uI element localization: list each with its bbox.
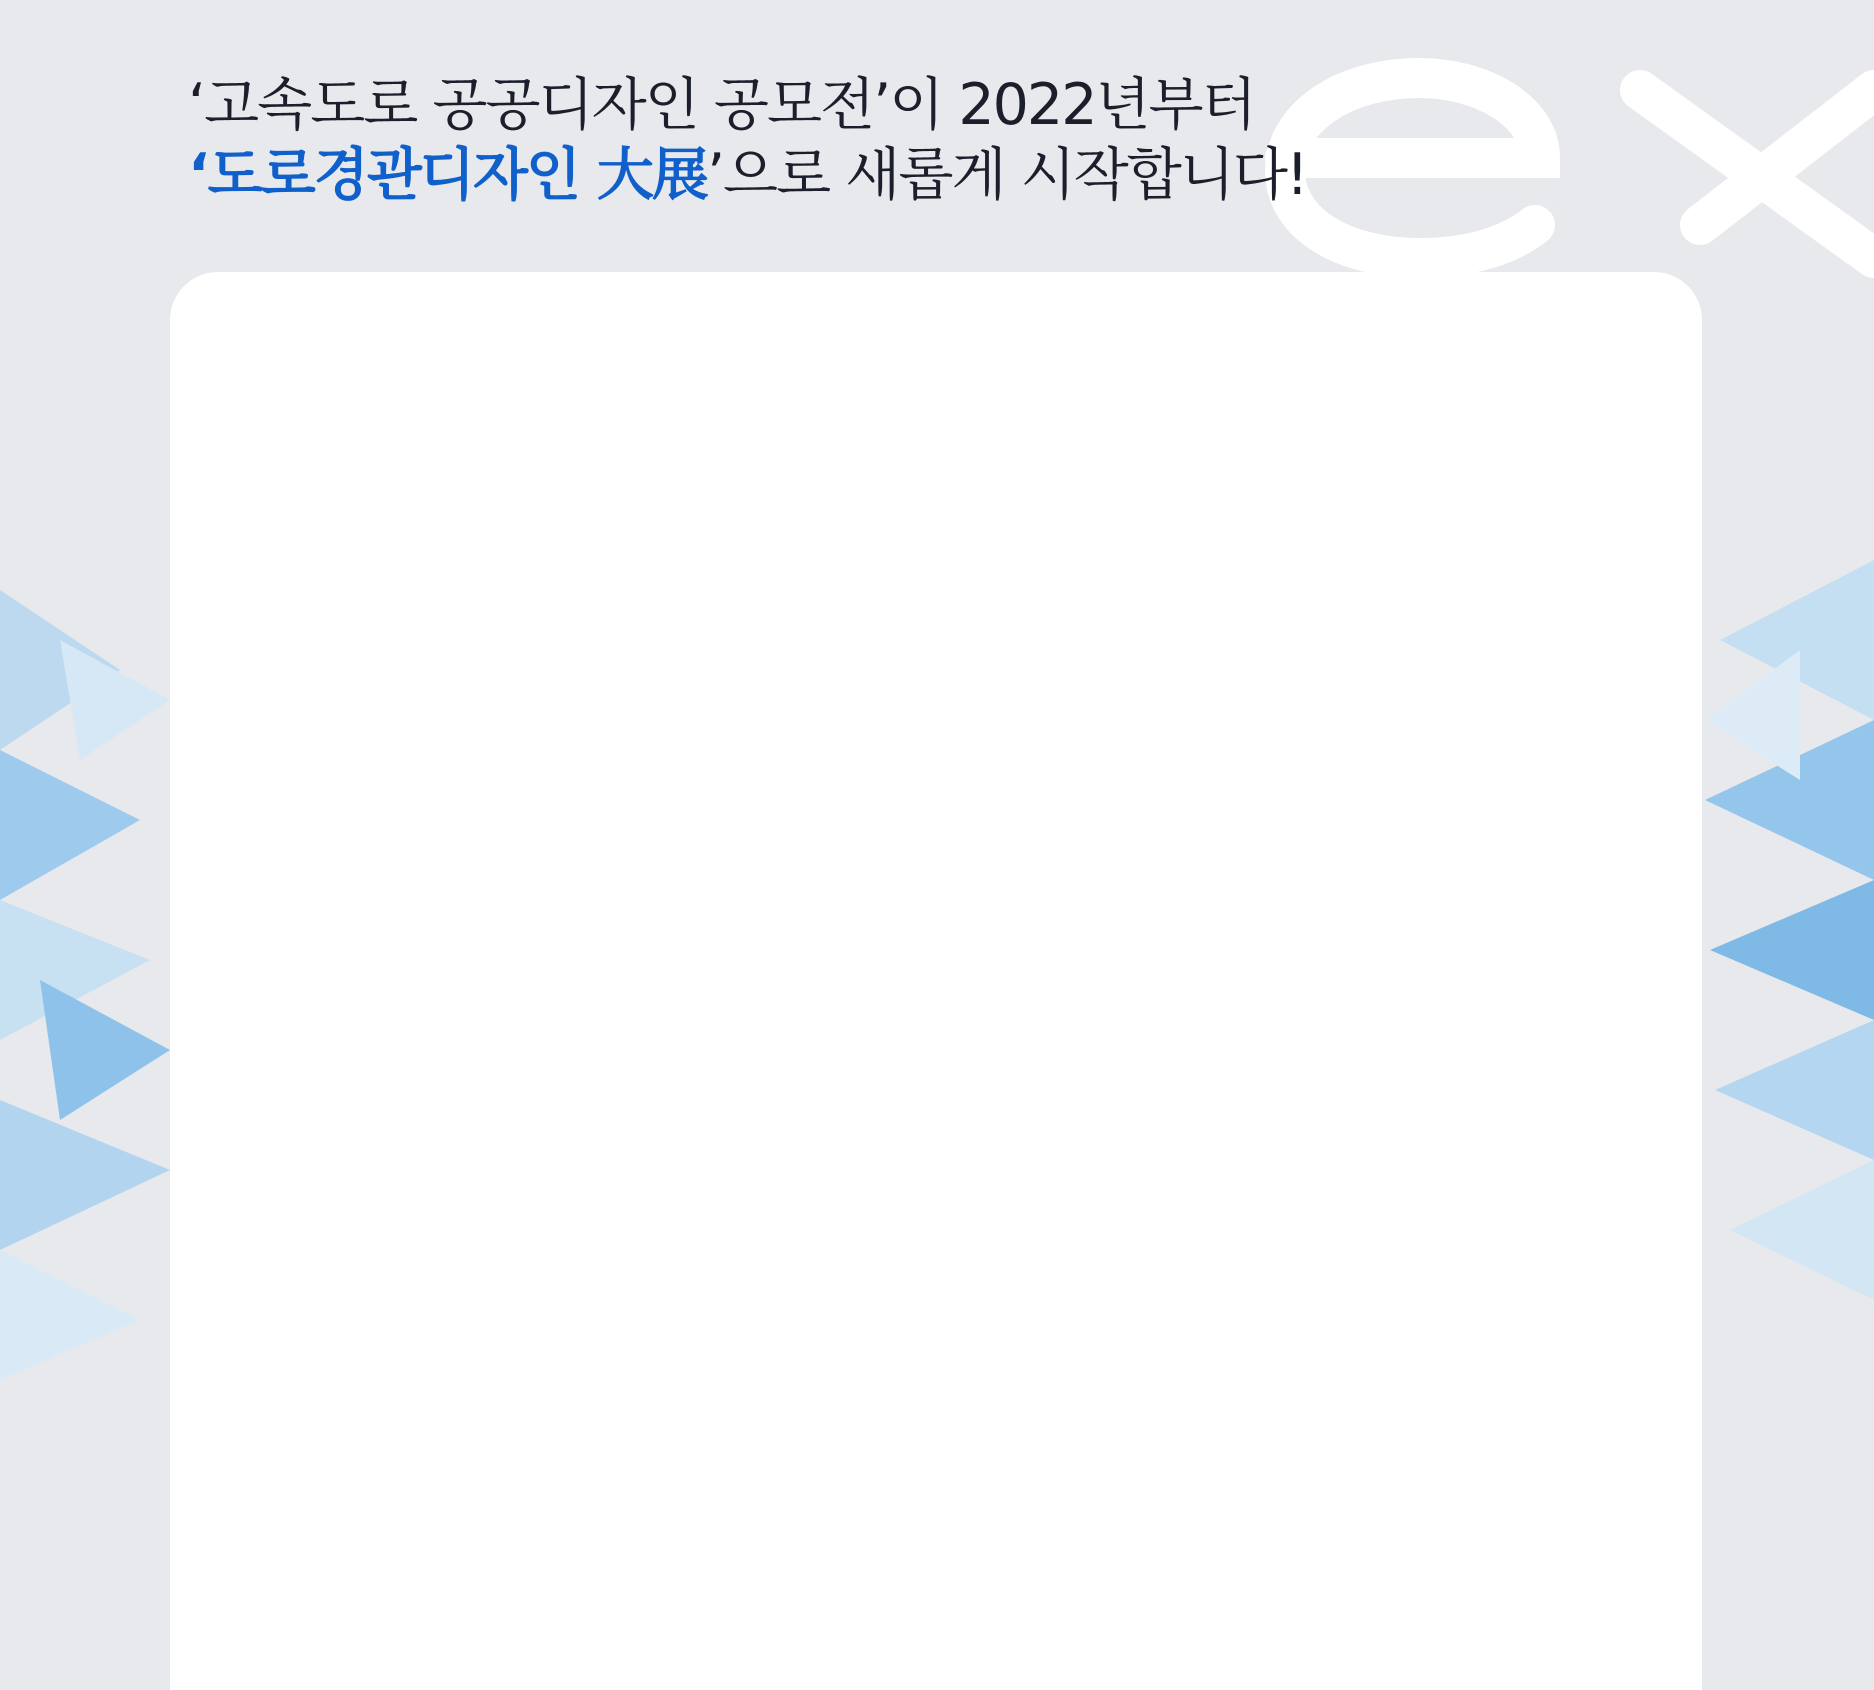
blue-triangle-pattern-right <box>1705 560 1874 1300</box>
hero-title <box>188 70 1307 210</box>
ex-logo-watermark <box>1285 78 1874 258</box>
blue-triangle-pattern-left <box>0 590 170 1380</box>
hero-line-1: ‘고속도로 공공디자인 공모전’이 2022년부터 <box>188 72 1255 138</box>
hero-line-2-rest: ’으로 새롭게 시작합니다! <box>706 142 1307 208</box>
hero-highlight: ‘도로경관디자인 大展 <box>188 142 707 208</box>
content-card <box>170 272 1702 1690</box>
hero-line-2 <box>188 140 1307 210</box>
